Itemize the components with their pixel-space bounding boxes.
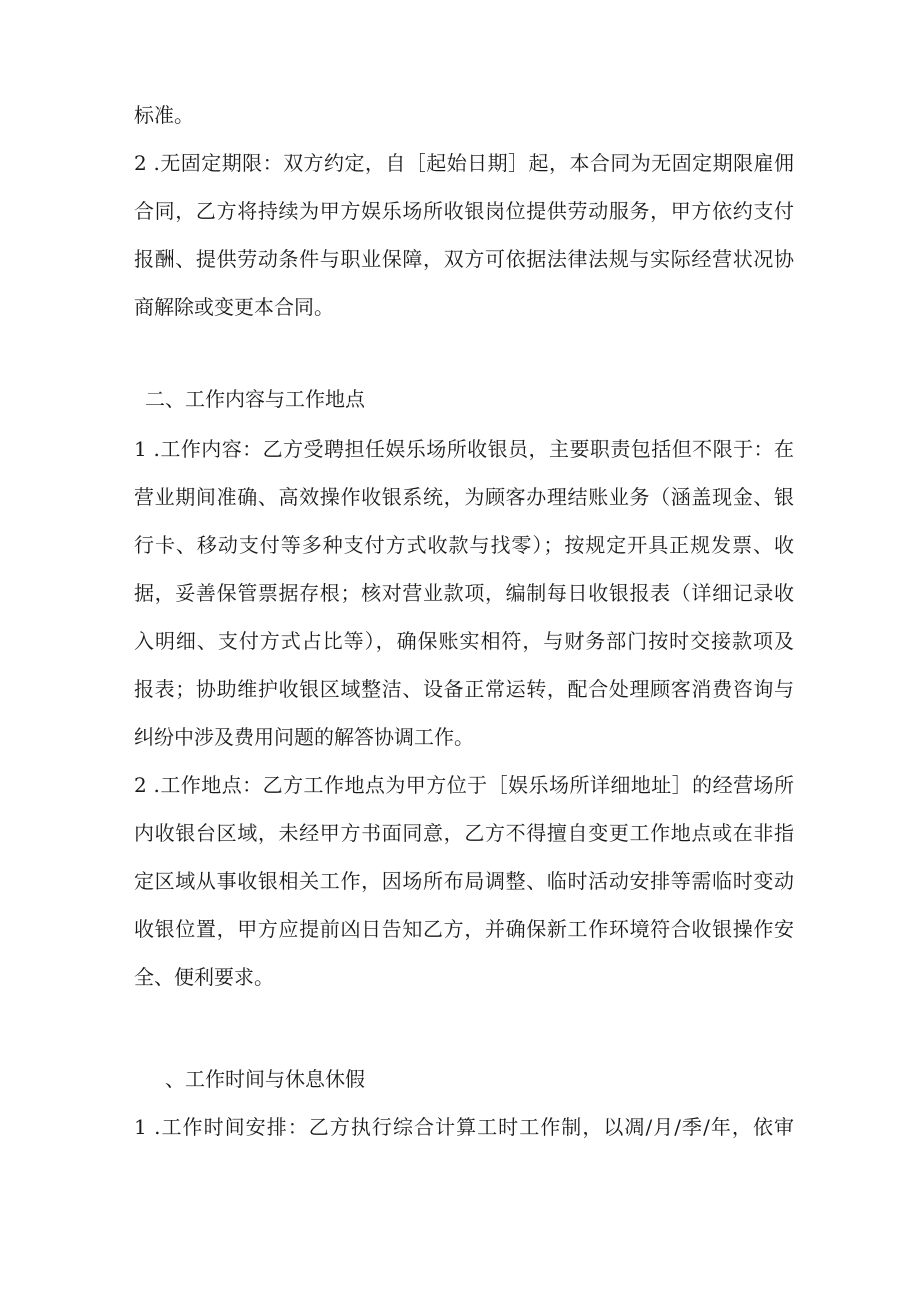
section-heading: 二、工作内容与工作地点 xyxy=(145,387,365,411)
text-line: 收银位置，甲方应提前凶日告知乙方，并确保新工作环境符合收银操作安 xyxy=(134,917,794,941)
text-line: 2 .无固定期限：双方约定，自［起始日期］起，本合同为无固定期限雇佣 xyxy=(134,151,794,175)
text-line: 合同，乙方将持续为甲方娱乐场所收银岗位提供劳动服务，甲方依约支付 xyxy=(134,199,794,223)
text-line: 入明细、支付方式占比等），确保账实相符，与财务部门按时交接款项及 xyxy=(134,629,794,653)
text-line: 内收银台区域，未经甲方书面同意，乙方不得擅自变更工作地点或在非指 xyxy=(134,821,794,845)
text-line: 2 .工作地点：乙方工作地点为甲方位于［娱乐场所详细地址］的经营场所 xyxy=(134,773,794,797)
text-line: 1 .工作内容：乙方受聘担任娱乐场所收银员，主要职责包括但不限于：在 xyxy=(134,437,794,461)
text-line: 全、便利要求。 xyxy=(134,965,274,989)
text-line: 商解除或变更本合同。 xyxy=(134,295,334,319)
text-line: 据，妥善保管票据存根；核对营业款项，编制每日收银报表（详细记录收 xyxy=(134,581,794,605)
text-line: 1 .工作时间安排：乙方执行综合计算工时工作制，以凋/月/季/年，依审 xyxy=(134,1115,794,1139)
text-line: 纠纷中涉及费用问题的解答协调工作。 xyxy=(134,725,474,749)
section-heading: 、工作时间与休息休假 xyxy=(165,1067,365,1091)
text-line: 行卡、移动支付等多种支付方式收款与找零）；按规定开具正规发票、收 xyxy=(134,533,794,557)
text-line: 报表；协助维护收银区域整洁、设备正常运转，配合处理顾客消费咨询与 xyxy=(134,677,794,701)
text-line: 报酬、提供劳动条件与职业保障，双方可依据法律法规与实际经营状况协 xyxy=(134,247,794,271)
text-line: 定区域从事收银相关工作，因场所布局调整、临时活动安排等需临时变动 xyxy=(134,869,794,893)
text-line: 标准。 xyxy=(134,103,194,127)
text-line: 营业期间准确、高效操作收银系统，为顾客办理结账业务（涵盖现金、银 xyxy=(134,485,794,509)
